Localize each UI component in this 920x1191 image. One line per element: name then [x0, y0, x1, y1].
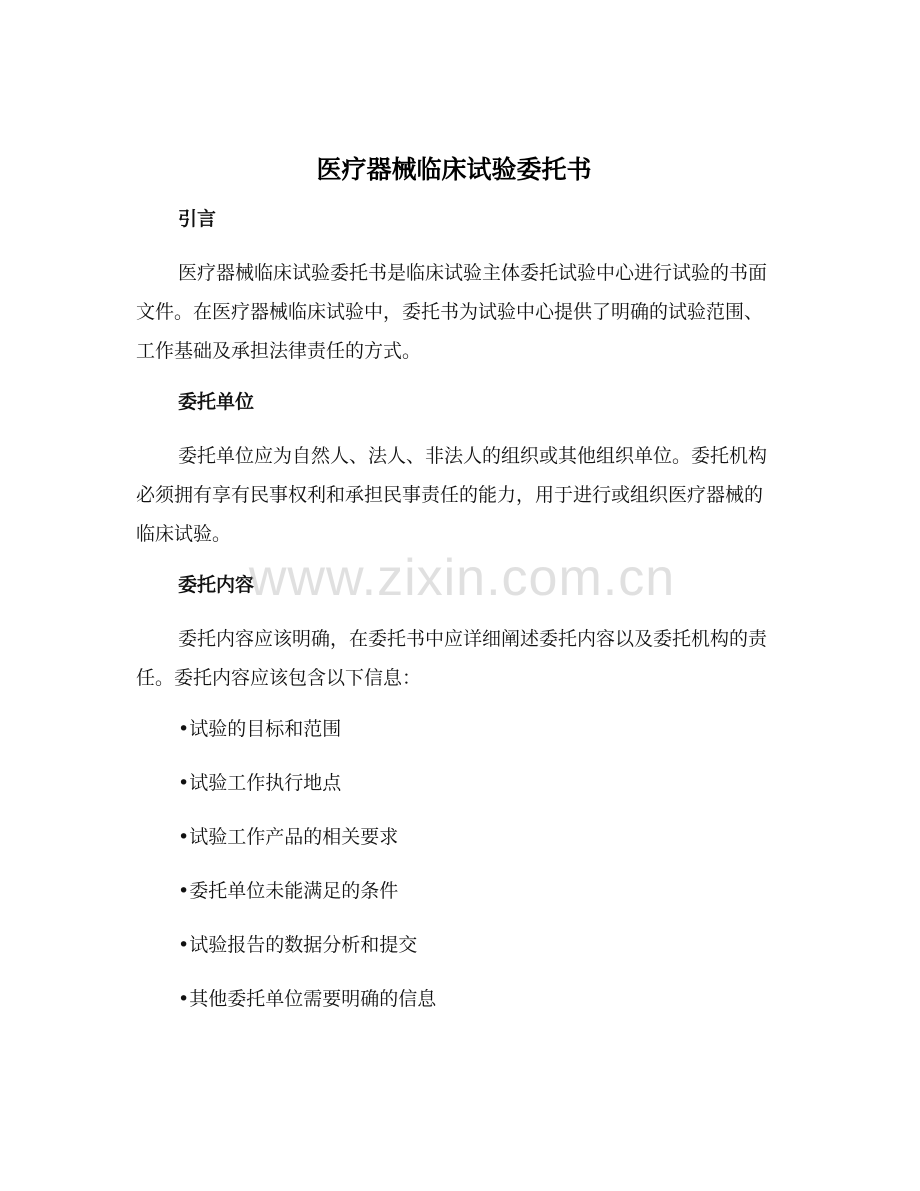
bullet-symbol: • — [178, 934, 190, 956]
section-heading-entrusting-unit: 委托单位 — [178, 391, 255, 413]
section-paragraph-intro: 医疗器械临床试验委托书是临床试验主体委托试验中心进行试验的书面文件。在医疗器械临床试验中，委托书为试验中心提供了明确的试验范围、工作基础及承担法律责任的方式。 — [136, 262, 768, 362]
list-item-text: 试验工作产品的相关要求 — [189, 826, 399, 848]
section-heading-entrusted-content: 委托内容 — [178, 574, 255, 596]
section-paragraph-entrusted-content: 委托内容应该明确，在委托书中应详细阐述委托内容以及委托机构的责任。委托内容应该包含以下信息： — [136, 628, 768, 689]
list-item — [136, 714, 772, 744]
list-item-text: 试验的目标和范围 — [189, 718, 342, 740]
list-item — [136, 768, 772, 798]
list-item — [136, 822, 772, 852]
bullet-symbol: • — [178, 718, 190, 740]
list-item-text: 试验报告的数据分析和提交 — [189, 934, 418, 956]
watermark-text: www.zixin.com.cn — [248, 549, 676, 607]
document-body — [136, 150, 772, 1038]
list-item-text: 委托单位未能满足的条件 — [189, 880, 399, 902]
bullet-symbol: • — [178, 772, 190, 794]
bullet-symbol: • — [178, 988, 190, 1010]
list-item-text: 其他委托单位需要明确的信息 — [189, 988, 437, 1010]
section-paragraph-entrusting-unit: 委托单位应为自然人、法人、非法人的组织或其他组织单位。委托机构必须拥有享有民事权利和承担民事责任的能力，用于进行或组织医疗器械的临床试验。 — [136, 445, 768, 545]
content-bullet-list — [136, 714, 772, 1014]
list-item — [136, 930, 772, 960]
list-item-text: 试验工作执行地点 — [189, 772, 342, 794]
document-title: 医疗器械临床试验委托书 — [316, 155, 592, 184]
section-heading-intro: 引言 — [178, 208, 217, 230]
bullet-symbol: • — [178, 826, 190, 848]
list-item — [136, 984, 772, 1014]
list-item — [136, 876, 772, 906]
bullet-symbol: • — [178, 880, 190, 902]
